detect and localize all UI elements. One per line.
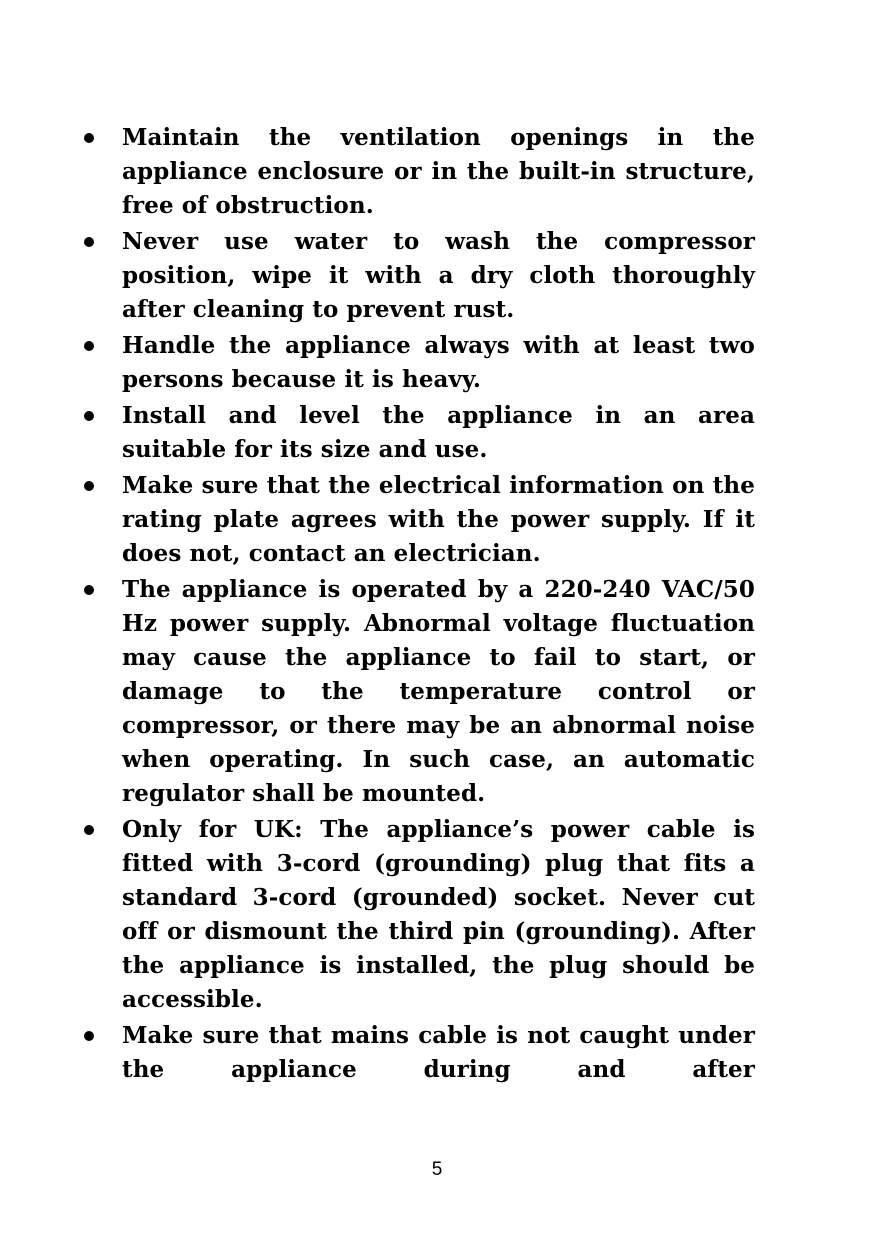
document-body (84, 121, 755, 1089)
bullet-text: Only for UK: The appliance’s power cable is fitted with 3-cord (grounding) plug that fits a standard 3-cord (grounded) socket. Never cut off or dismount the third pin (grounding). After the appliance is installed, the plug should be accessible. (122, 816, 755, 1013)
bullet-icon (84, 341, 94, 351)
bullet-icon (84, 481, 94, 491)
bullet-icon (84, 237, 94, 247)
list-item (84, 399, 755, 467)
list-item (84, 469, 755, 571)
bullet-text: Maintain the ventilation openings in the appliance enclosure or in the built-in structure, free of obstruction. (122, 124, 755, 219)
bullet-text: Make sure that mains cable is not caught under the appliance during and after (122, 1022, 755, 1083)
bullet-icon (84, 411, 94, 421)
list-item (84, 329, 755, 397)
list-item (84, 225, 755, 327)
bullet-text: Never use water to wash the compressor position, wipe it with a dry cloth thoroughly after cleaning to prevent rust. (122, 228, 755, 323)
bullet-icon (84, 825, 94, 835)
list-item (84, 573, 755, 811)
list-item (84, 1019, 755, 1087)
list-item (84, 813, 755, 1017)
bullet-text: Handle the appliance always with at least two persons because it is heavy. (122, 332, 755, 393)
bullet-icon (84, 585, 94, 595)
bullet-icon (84, 1031, 94, 1041)
bullet-text: Install and level the appliance in an area suitable for its size and use. (122, 402, 755, 463)
bullet-text: Make sure that the electrical information on the rating plate agrees with the power supply. If it does not, contact an electrician. (122, 472, 755, 567)
list-item (84, 121, 755, 223)
safety-bullet-list (84, 121, 755, 1087)
page-number: 5 (431, 1159, 443, 1180)
bullet-text: The appliance is operated by a 220-240 VAC/50 Hz power supply. Abnormal voltage fluctuation may cause the appliance to fail to start, or damage to the temperature control or compressor, or there may be an abnormal noise when operating. In such case, an automatic regulator shall be mounted. (122, 576, 755, 807)
bullet-icon (84, 133, 94, 143)
